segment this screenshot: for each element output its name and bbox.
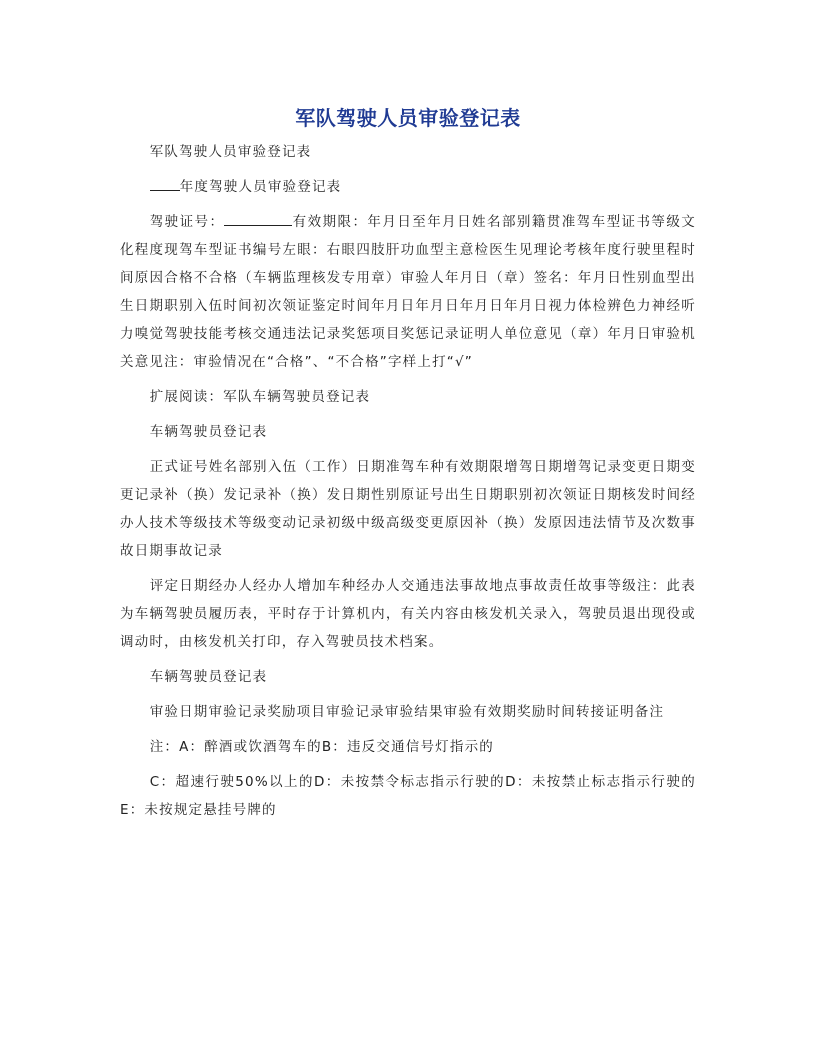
paragraph-11: C：超速行驶50%以上的D：未按禁令标志指示行驶的D：未按禁止标志指示行驶的E：未按规定悬挂号牌的 bbox=[120, 774, 696, 818]
document-title: 军队驾驶人员审验登记表 bbox=[295, 106, 521, 130]
paragraph-3 bbox=[120, 208, 696, 376]
paragraph-2-text: 年度驾驶人员审验登记表 bbox=[179, 179, 342, 195]
paragraph-5: 车辆驾驶员登记表 bbox=[149, 424, 268, 440]
paragraph-6: 正式证号姓名部别入伍（工作）日期准驾车种有效期限增驾日期增驾记录变更日期变更记录补（换）发记录补（换）发日期性别原证号出生日期职别初次领证日期核发时间经办人技术等级技术等级变动记录初级中级高级变更原因补（换）发原因违法情节及次数事故日期事故记录 bbox=[120, 459, 696, 559]
paragraph-3-text: 有效期限：年月日至年月日姓名部别籍贯准驾车型证书等级文化程度现驾车型证书编号左眼：右眼四肢肝功血型主意检医生见理论考核年度行驶里程时间原因合格不合格（车辆监理核发专用章）审验人年月日（章）签名：年月日性别血型出生日期职别入伍时间初次领证鉴定时间年月日年月日年月日年月日视力体检辨色力神经听力嗅觉驾驶技能考核交通违法记录奖惩项目奖惩记录证明人单位意见（章）年月日审验机关意见注：审验情况在“合格”、“不合格”字样上打“√” bbox=[120, 214, 697, 370]
document-body bbox=[120, 138, 696, 831]
paragraph-9: 审验日期审验记录奖励项目审验记录审验结果审验有效期奖励时间转接证明备注 bbox=[149, 704, 665, 720]
blank-line-license-number bbox=[224, 211, 292, 226]
paragraph-7: 评定日期经办人经办人增加车种经办人交通违法事故地点事故责任故事等级注：此表为车辆驾驶员履历表，平时存于计算机内，有关内容由核发机关录入，驾驶员退出现役或调动时，由核发机关打印，存入驾驶员技术档案。 bbox=[120, 578, 696, 650]
paragraph-8: 车辆驾驶员登记表 bbox=[149, 669, 268, 685]
paragraph-1: 军队驾驶人员审验登记表 bbox=[149, 144, 312, 160]
blank-line-year bbox=[150, 176, 180, 191]
paragraph-2 bbox=[120, 173, 696, 201]
paragraph-3-prefix: 驾驶证号： bbox=[149, 214, 225, 230]
paragraph-10: 注：A：醉酒或饮酒驾车的B：违反交通信号灯指示的 bbox=[149, 739, 494, 755]
paragraph-4: 扩展阅读：军队车辆驾驶员登记表 bbox=[149, 389, 371, 405]
